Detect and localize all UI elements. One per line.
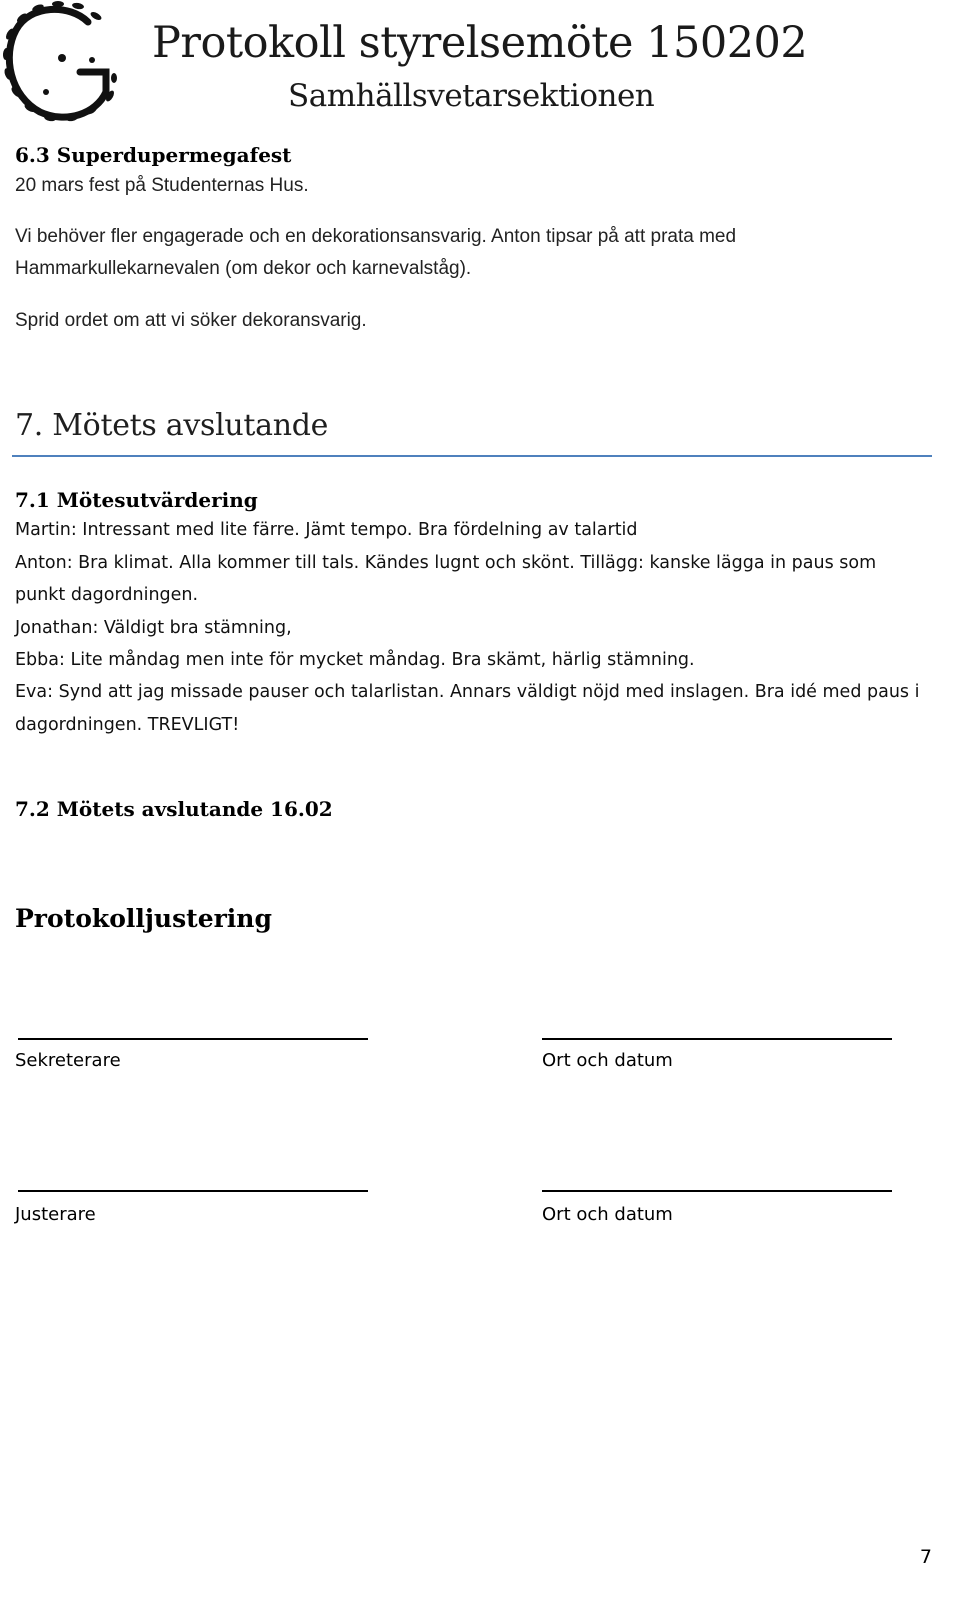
heading-underline: [12, 455, 932, 457]
section-7-1-heading: 7.1 Mötesutvärdering: [15, 488, 258, 512]
signature-line-place-date: [542, 1038, 892, 1040]
signature-label: Ort och datum: [542, 1204, 673, 1225]
wreath-logo-icon: [0, 0, 120, 126]
section-6-3-heading: 6.3 Superdupermegafest: [15, 143, 292, 167]
section-6-3-line: 20 mars fest på Studenternas Hus.: [15, 175, 309, 196]
evaluation-line: Anton: Bra klimat. Alla kommer till tals. Kändes lugnt och skönt. Tillägg: kanske lägga in paus som: [15, 553, 877, 573]
section-6-3-line: Sprid ordet om att vi söker dekoransvarig.: [15, 310, 367, 331]
signature-label: Justerare: [15, 1204, 96, 1225]
section-7-2-heading: 7.2 Mötets avslutande 16.02: [15, 797, 333, 821]
signature-label: Ort och datum: [542, 1050, 673, 1071]
document-subtitle: Samhällsvetarsektionen: [288, 78, 655, 114]
protokolljustering-heading: Protokolljustering: [15, 904, 272, 933]
document-title: Protokoll styrelsemöte 150202: [152, 18, 808, 68]
evaluation-line: Ebba: Lite måndag men inte för mycket måndag. Bra skämt, härlig stämning.: [15, 650, 695, 670]
evaluation-line: Martin: Intressant med lite färre. Jämt tempo. Bra fördelning av talartid: [15, 520, 638, 540]
section-6-3-line: Hammarkullekarnevalen (om dekor och karnevalståg).: [15, 258, 472, 279]
evaluation-line: punkt dagordningen.: [15, 585, 199, 605]
signature-label: Sekreterare: [15, 1050, 121, 1071]
evaluation-line: dagordningen. TREVLIGT!: [15, 715, 240, 735]
section-6-3-line: Vi behöver fler engagerade och en dekorationsansvarig. Anton tipsar på att prata med: [15, 226, 737, 247]
signature-line-place-date: [542, 1190, 892, 1192]
evaluation-line: Jonathan: Väldigt bra stämning,: [15, 618, 292, 638]
signature-line-adjuster: [18, 1190, 368, 1192]
signature-line-secretary: [18, 1038, 368, 1040]
section-7-heading: 7. Mötets avslutande: [15, 408, 329, 443]
evaluation-line: Eva: Synd att jag missade pauser och talarlistan. Annars väldigt nöjd med inslagen. Bra idé med paus i: [15, 682, 920, 702]
page-number: 7: [919, 1546, 932, 1568]
